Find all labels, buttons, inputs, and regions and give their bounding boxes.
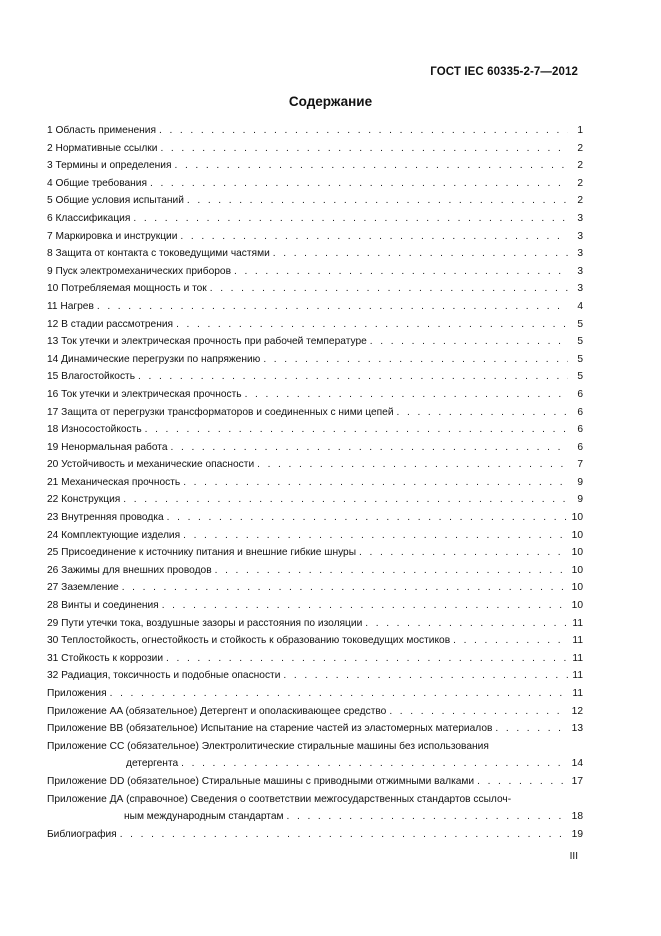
toc-entry-page: 11 (572, 688, 583, 699)
toc-entry[interactable] (47, 368, 583, 386)
toc-leader-dots (181, 755, 568, 773)
toc-leader-dots (234, 263, 568, 281)
toc-entry-page: 9 (577, 476, 583, 488)
toc-leader-dots (389, 703, 568, 721)
toc-entry-label: 15 Влагостойкость (47, 371, 136, 383)
toc-entry-page: 10 (571, 564, 583, 576)
toc-entry[interactable] (47, 351, 583, 369)
toc-entry[interactable] (47, 298, 583, 316)
toc-entry-page: 2 (577, 177, 583, 189)
toc-entry-page: 5 (577, 353, 583, 365)
toc-entry[interactable] (47, 474, 583, 492)
toc-leader-dots (162, 597, 568, 615)
toc-leader-dots (287, 808, 568, 826)
toc-entry-annex-dd[interactable] (47, 773, 583, 791)
toc-entry[interactable] (47, 597, 583, 615)
toc-entry-page: 3 (577, 265, 583, 277)
toc-leader-dots (166, 650, 568, 668)
toc-entry-label-continued: ным международным стандартам (124, 811, 284, 823)
toc-leader-dots (167, 509, 568, 527)
toc-leader-dots (257, 456, 568, 474)
toc-leader-dots (453, 632, 568, 650)
toc-entry-label: 32 Радиация, токсичность и подобные опасности (47, 670, 281, 682)
toc-entry-label: 27 Заземление (47, 582, 119, 594)
toc-entry-page: 3 (577, 212, 583, 224)
toc-entry-label: Приложение DD (обязательное) Стиральные машины с приводными отжимными валками (47, 775, 475, 787)
toc-entry-page: 3 (577, 248, 583, 260)
toc-entry-label: 11 Нагрев (47, 300, 94, 312)
toc-entry-page: 5 (577, 336, 583, 348)
toc-entry-label: 3 Термины и определения (47, 160, 172, 172)
toc-entry[interactable] (47, 228, 583, 246)
toc-entry-label: 10 Потребляемая мощность и ток (47, 283, 207, 295)
toc-entry-label: 9 Пуск электромеханических приборов (47, 265, 231, 277)
toc-entry-label: 5 Общие условия испытаний (47, 195, 184, 207)
toc-entry-label: 20 Устойчивость и механические опасности (47, 459, 255, 471)
document-code: ГОСТ IEC 60335-2-7—2012 (430, 66, 578, 78)
toc-entry[interactable] (47, 333, 583, 351)
toc-entry-label: 23 Внутренняя проводка (47, 512, 164, 524)
toc-leader-dots (273, 245, 568, 263)
toc-entry-annex-da[interactable] (47, 791, 583, 826)
toc-entry-label: 31 Стойкость к коррозии (47, 652, 164, 664)
toc-entry[interactable] (47, 562, 583, 580)
toc-entry[interactable] (47, 404, 583, 422)
toc-leader-dots (210, 280, 568, 298)
toc-leader-dots (159, 122, 568, 140)
toc-entry[interactable] (47, 632, 583, 650)
toc-entry-label: Библиография (47, 828, 117, 840)
toc-entry-label: 30 Теплостойкость, огнестойкость и стойкость к образованию токоведущих мостиков (47, 635, 451, 647)
toc-entry-label: Приложение BB (обязательное) Испытание на старение частей из эластомерных материалов (47, 723, 493, 735)
toc-entry-label: 26 Зажимы для внешних проводов (47, 564, 212, 576)
toc-entry-page: 13 (571, 723, 583, 735)
toc-entry-page: 3 (577, 283, 583, 295)
toc-entry[interactable] (47, 667, 583, 685)
toc-leader-dots (359, 544, 568, 562)
toc-entry-label: 13 Ток утечки и электрическая прочность при рабочей температуре (47, 336, 367, 348)
toc-leader-dots (365, 615, 568, 633)
toc-entry-bibliography[interactable] (47, 826, 583, 844)
toc-entry[interactable] (47, 192, 583, 210)
toc-entry-label: 18 Износостойкость (47, 424, 142, 436)
toc-leader-dots (176, 316, 568, 334)
toc-entry-page: 11 (572, 652, 583, 664)
toc-leader-dots (183, 527, 568, 545)
toc-entry-page: 17 (571, 775, 583, 787)
toc-entry-label: 25 Присоединение к источнику питания и внешние гибкие шнуры (47, 547, 357, 559)
toc-entry-label: Приложение AA (обязательное) Детергент и ополаскивающее средство (47, 705, 387, 717)
toc-leader-dots (495, 720, 568, 738)
toc-entry[interactable] (47, 140, 583, 158)
toc-entry-page: 1 (577, 125, 583, 136)
toc-entry-page: 6 (577, 441, 583, 453)
toc-entry-page: 6 (577, 388, 583, 400)
toc-entry-page: 7 (577, 459, 583, 471)
toc-leader-dots (263, 351, 568, 369)
toc-entry-page: 4 (577, 300, 583, 312)
toc-entry-label: 19 Ненормальная работа (47, 441, 168, 453)
toc-entry-page: 10 (571, 547, 583, 559)
toc-leader-dots (397, 404, 568, 422)
toc-entry-page: 10 (571, 529, 583, 541)
toc-entry-page: 10 (571, 600, 583, 612)
toc-entry-page: 3 (577, 230, 583, 242)
toc-leader-dots (183, 474, 568, 492)
toc-entry-label: 6 Классификация (47, 212, 131, 224)
toc-entry[interactable] (47, 544, 583, 562)
toc-leader-dots (174, 157, 568, 175)
toc-entry[interactable] (47, 439, 583, 457)
toc-entry[interactable] (47, 210, 583, 228)
toc-entry-page: 10 (571, 512, 583, 524)
toc-entry-label: 8 Защита от контакта с токоведущими частями (47, 248, 270, 260)
toc-entry-label: 28 Винты и соединения (47, 600, 159, 612)
toc-entry[interactable] (47, 615, 583, 633)
toc-leader-dots (120, 826, 568, 844)
toc-entry-label: 22 Конструкция (47, 494, 121, 506)
toc-entry-label: 4 Общие требования (47, 177, 148, 189)
toc-leader-dots (477, 773, 568, 791)
toc-entry-label: 21 Механическая прочность (47, 476, 181, 488)
toc-entry[interactable] (47, 703, 583, 721)
page-number: III (569, 851, 578, 862)
toc-leader-dots (150, 175, 568, 193)
toc-entry[interactable] (47, 263, 583, 281)
toc-leader-dots (187, 192, 568, 210)
toc-entry-page: 14 (571, 758, 583, 770)
toc-entry-label: 1 Область применения (47, 125, 156, 136)
toc-entry-label: 2 Нормативные ссылки (47, 142, 158, 154)
toc-leader-dots (110, 685, 568, 703)
toc-leader-dots (122, 579, 568, 597)
toc-leader-dots (133, 210, 568, 228)
toc-entry-page: 6 (577, 424, 583, 436)
toc-leader-dots (123, 491, 568, 509)
toc-entry[interactable] (47, 456, 583, 474)
toc-entry[interactable] (47, 527, 583, 545)
toc-entry-annex-cc[interactable] (47, 738, 583, 773)
toc-entry[interactable] (47, 491, 583, 509)
toc-entry[interactable] (47, 579, 583, 597)
toc-entry-page: 2 (577, 160, 583, 172)
toc-entry-page: 11 (572, 635, 583, 647)
toc-entry-page: 19 (571, 828, 583, 840)
toc-entry-page: 9 (577, 494, 583, 506)
toc-entry[interactable] (47, 509, 583, 527)
table-of-contents (47, 122, 583, 843)
toc-entry-page: 12 (571, 705, 583, 717)
toc-leader-dots (97, 298, 568, 316)
toc-entry[interactable] (47, 175, 583, 193)
toc-leader-dots (283, 667, 568, 685)
toc-entry-page: 2 (577, 142, 583, 154)
toc-entry-label: 14 Динамические перегрузки по напряжению (47, 353, 261, 365)
toc-entry[interactable] (47, 650, 583, 668)
toc-entry-label-continued: детергента (126, 758, 179, 770)
toc-leader-dots (138, 368, 568, 386)
toc-entry[interactable] (47, 245, 583, 263)
toc-leader-dots (370, 333, 568, 351)
toc-entry[interactable] (47, 421, 583, 439)
toc-entry[interactable] (47, 157, 583, 175)
toc-entry-label: Приложение ДА (справочное) Сведения о соответствии межгосударственных стандартов ссылоч- (47, 793, 512, 805)
toc-entry-page: 6 (577, 406, 583, 418)
toc-entry-label: Приложения (47, 688, 107, 699)
toc-entry-page: 11 (572, 617, 583, 629)
toc-leader-dots (245, 386, 568, 404)
toc-entry-label: 7 Маркировка и инструкции (47, 230, 178, 242)
toc-leader-dots (180, 228, 568, 246)
toc-entry-page: 10 (571, 582, 583, 594)
toc-entry[interactable] (47, 316, 583, 334)
toc-leader-dots (145, 421, 568, 439)
toc-leader-dots (171, 439, 568, 457)
toc-entry[interactable] (47, 280, 583, 298)
toc-entry-page: 5 (577, 371, 583, 383)
toc-entry-page: 11 (572, 670, 583, 682)
toc-entry-label: 12 В стадии рассмотрения (47, 318, 174, 330)
toc-entry[interactable] (47, 720, 583, 738)
toc-leader-dots (160, 140, 568, 158)
toc-entry[interactable] (47, 122, 583, 140)
toc-entry[interactable] (47, 386, 583, 404)
toc-entry-label: 16 Ток утечки и электрическая прочность (47, 388, 242, 400)
page-title: Содержание (288, 94, 373, 109)
toc-entry-page: 2 (577, 195, 583, 207)
toc-entry-page: 18 (571, 811, 583, 823)
toc-entry-label: 24 Комплектующие изделия (47, 529, 181, 541)
toc-entry-label: Приложение CC (обязательное) Электролитические стиральные машины без использования (47, 740, 489, 752)
toc-entry[interactable] (47, 685, 583, 703)
toc-leader-dots (215, 562, 568, 580)
toc-entry-label: 29 Пути утечки тока, воздушные зазоры и расстояния по изоляции (47, 617, 363, 629)
toc-entry-label: 17 Защита от перегрузки трансформаторов и соединенных с ними цепей (47, 406, 394, 418)
toc-entry-page: 5 (577, 318, 583, 330)
